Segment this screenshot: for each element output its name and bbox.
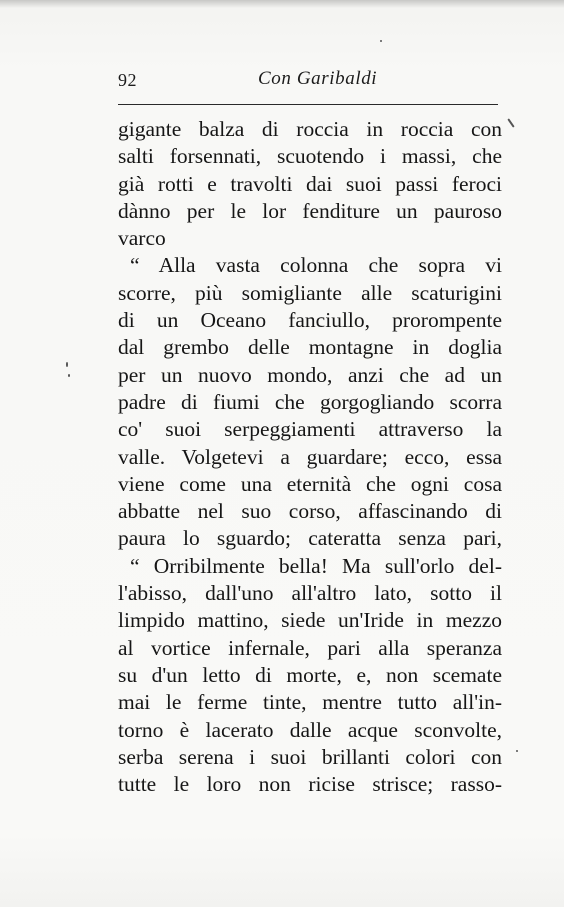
running-header: [118, 66, 500, 98]
text-line: scorre, più somigliante alle scaturigini: [118, 280, 502, 305]
text-line: tutte le loro non ricise strisce; rasso-: [118, 772, 502, 797]
paper-speck: [507, 118, 514, 127]
text-line: per un nuovo mondo, anzi che ad un: [118, 362, 502, 387]
paper-speck: [66, 362, 68, 367]
text-line: paura lo sguardo; cateratta senza pari,: [118, 526, 502, 551]
text-line: “ Orribilmente bella! Ma sull'orlo del-: [130, 553, 502, 578]
page-number: 92: [118, 70, 137, 90]
text-line: salti forsennati, scuotendo i massi, che: [118, 144, 502, 169]
text-line: l'abisso, dall'uno all'altro lato, sotto il: [118, 581, 502, 606]
text-line: dal grembo delle montagne in doglia: [118, 335, 502, 360]
text-line: di un Oceano fanciullo, prorompente: [118, 308, 502, 333]
text-line: abbatte nel suo corso, affascinando di: [118, 499, 502, 524]
text-line: serba serena i suoi brillanti colori con: [118, 744, 502, 769]
text-line: dànno per le lor fenditure un pauroso: [118, 198, 502, 223]
text-line: “ Alla vasta colonna che sopra vi: [130, 253, 502, 278]
header-rule: [118, 104, 498, 105]
text-line: limpido mattino, siede un'Iride in mezzo: [118, 608, 502, 633]
page-edge-shadow: [0, 0, 564, 8]
text-line: viene come una eternità che ogni cosa: [118, 471, 502, 496]
text-line: padre di fiumi che gorgogliando scorra: [118, 389, 502, 414]
text-line: varco: [118, 226, 166, 251]
text-line: su d'un letto di morte, e, non scemate: [118, 662, 502, 687]
paper-speck: [380, 40, 382, 42]
text-line: gigante balza di roccia in roccia con: [118, 117, 502, 141]
running-title: Con Garibaldi: [258, 68, 378, 89]
paper-speck: [68, 374, 70, 377]
text-line: torno è lacerato dalle acque sconvolte,: [118, 717, 502, 742]
body-text: [118, 116, 502, 798]
text-line: co' suoi serpeggiamenti attraverso la: [118, 417, 502, 442]
text-line: mai le ferme tinte, mentre tutto all'in-: [118, 690, 502, 715]
text-line: al vortice infernale, pari alla speranza: [118, 635, 502, 660]
text-line: valle. Volgetevi a guardare; ecco, essa: [118, 444, 502, 469]
paper-speck: [516, 750, 518, 752]
text-line: già rotti e travolti dai suoi passi feroci: [118, 171, 502, 196]
